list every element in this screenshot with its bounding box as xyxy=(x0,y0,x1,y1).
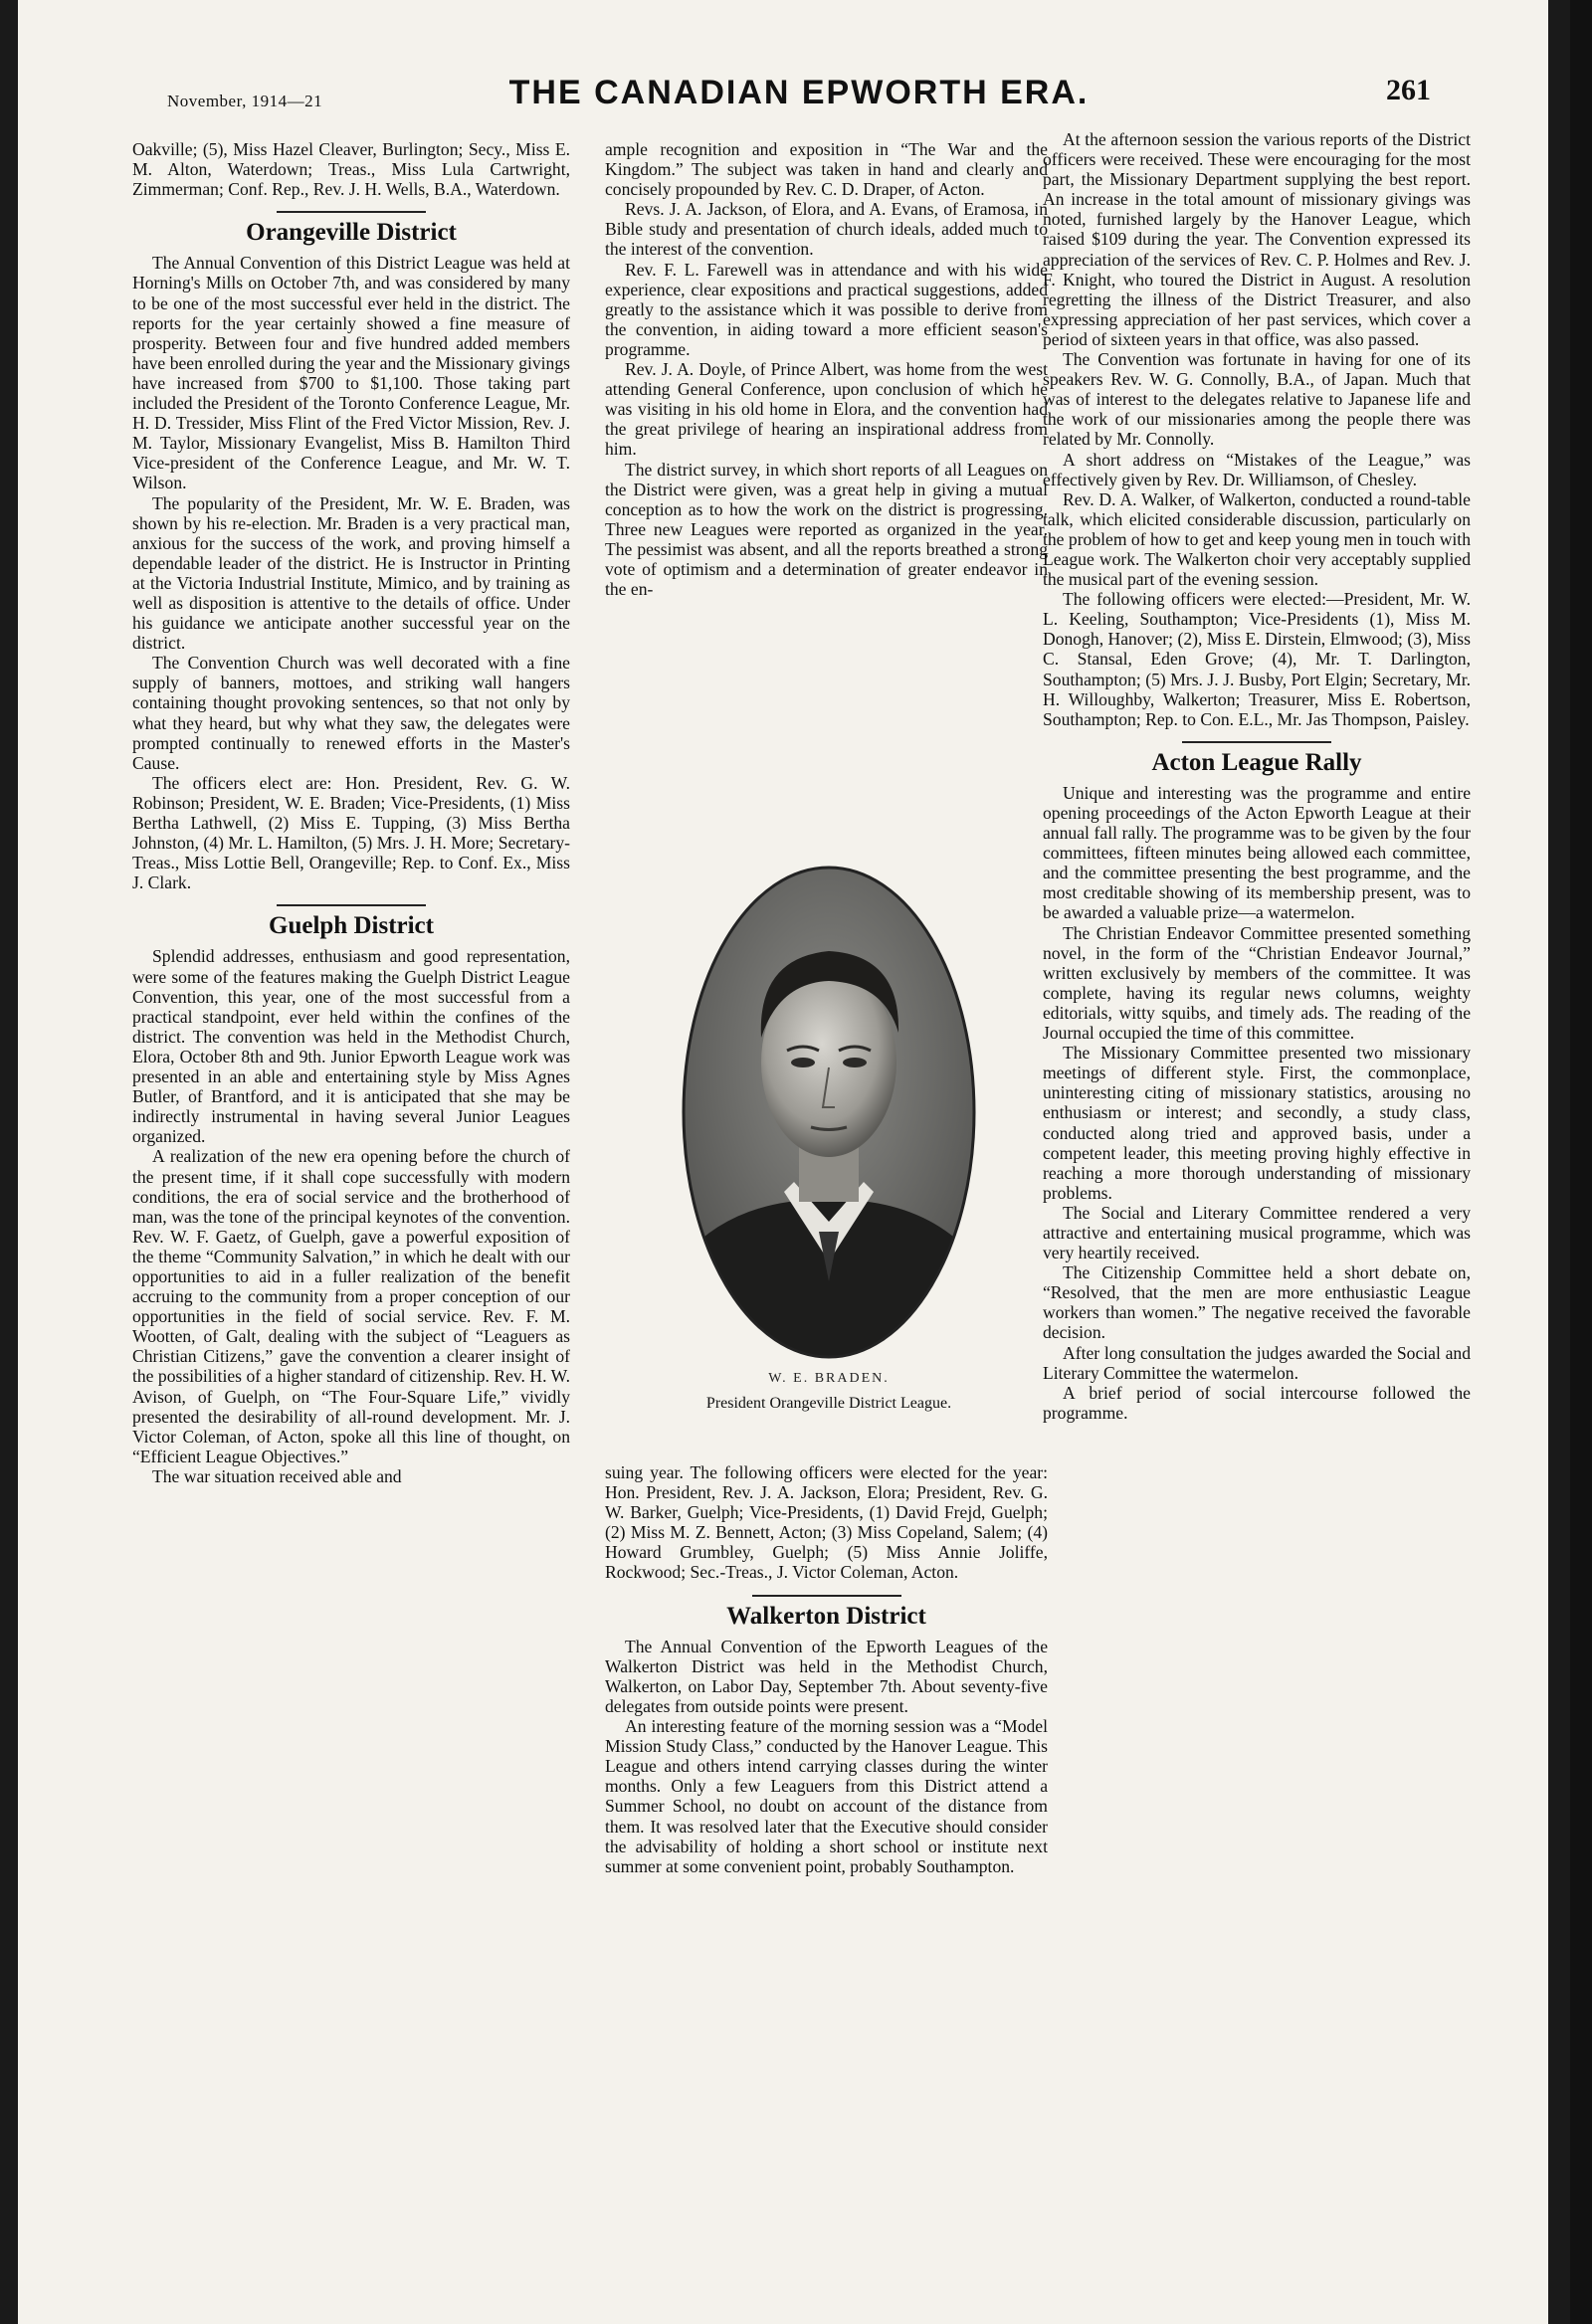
paragraph: The Convention Church was well decorated with a fine supply of banners, mottoes, and striking wall hangers containing thought provoking sentences, so that not only by what they heard, but why what they saw, the delegates were prompted continually to renewed efforts in the Master's Cause. xyxy=(132,653,570,773)
portrait-figure xyxy=(615,864,1043,1460)
column-2 xyxy=(605,139,1048,599)
divider xyxy=(752,1595,901,1597)
divider xyxy=(1182,741,1331,743)
paragraph: Rev. J. A. Doyle, of Prince Albert, was home from the west attending General Conference, upon conclusion of which he was visiting in his old home in Elora, and the convention had the great privilege of hearing an inspirational address from him. xyxy=(605,359,1048,460)
paragraph: The Social and Literary Committee rendered a very attractive and entertaining musical programme, which was very heartily received. xyxy=(1043,1202,1471,1263)
paragraph: suing year. The following officers were elected for the year: Hon. President, Rev. J. A. Jackson, Elora; President, Rev. G. W. Barker, Guelph; Vice-Presidents, (1) David Frejd, Guelph; (2) Miss M. Z. Bennett, Acton; (3) Miss Copeland, Salem; (4) Howard Grumbley, Guelph; (5) Miss Annie Joliffe, Rockwood; Sec.-Treas., J. Victor Coleman, Acton. xyxy=(605,1462,1048,1583)
paragraph: At the afternoon session the various reports of the District officers were received. These were encouraging for the most part, the Missionary Department supplying the best report. An increase in the total amount of missionary givings was noted, furnished largely by the Hanover League, which raised $109 during the year. The Convention expressed its appreciation of the services of Rev. C. P. Holmes and Rev. J. F. Knight, who toured the District in August. A resolution regretting the illness of the District Treasurer, and also expressing appreciation of her past services, which cover a period of sixteen years in that office, was also passed. xyxy=(1043,129,1471,349)
column-1 xyxy=(132,139,570,1486)
photo-caption-name: W. E. BRADEN. xyxy=(768,1371,890,1386)
paragraph: The popularity of the President, Mr. W. E. Braden, was shown by his re-election. Mr. Braden is a very practical man, anxious for the success of the work, and proving himself a dependable leader of the district. He is Instructor in Printing at the Victoria Industrial Institute, Mimico, and by training as well as disposition is attentive to the details of office. Under his guidance we anticipate another successful year on the district. xyxy=(132,492,570,654)
paragraph: The Annual Convention of the Epworth Leagues of the Walkerton District was held in the Methodist Church, Walkerton, on Labor Day, September 7th. About seventy-five delegates from outside points were present. xyxy=(605,1636,1048,1716)
section-heading-guelph: Guelph District xyxy=(269,912,434,940)
paragraph: The officers elect are: Hon. President, Rev. G. W. Robinson; President, W. E. Braden; Vice-Presidents, (1) Miss Bertha Lathwell, (2) Miss E. Tupping, (3) Miss Bertha Johnston, (4) Mr. L. Hamilton, (5) Mrs. J. H. More; Secretary-Treas., Miss Lottie Bell, Orangeville; Rep. to Conf. Ex., Miss J. Clark. xyxy=(132,772,570,893)
page-header xyxy=(167,74,1431,123)
paragraph: Splendid addresses, enthusiasm and good representation, were some of the features making the Guelph District League Convention, this year, one of the most successful from a practical standpoint, ever held within the confines of the district. The convention was held in the Methodist Church, Elora, October 8th and 9th. Junior Epworth League work was presented in an able and entertaining style by Miss Agnes Butler, of Brantford, and it is anticipated that she may be indirectly instrumental in having several Junior Leagues organized. xyxy=(132,946,570,1147)
paragraph: A short address on “Mistakes of the League,” was effectively given by Rev. Dr. Williamson, of Chesley. xyxy=(1043,449,1471,489)
paragraph: The Annual Convention of this District League was held at Horning's Mills on October 7th, and was considered by many to be one of the most successful ever held in the district. The reports for the year certainly showed a fine measure of prosperity. Between four and five hundred added members have been enrolled during the year and the Missionary givings have increased from $700 to $1,100. Those taking part included the President of the Toronto Conference League, Mr. H. D. Tressider, Miss Flint of the Fred Victor Mission, Rev. J. M. Taylor, Missionary Evangelist, Miss B. Hamilton Third Vice-president of the Conference League, and Mr. W. T. Wilson. xyxy=(132,253,570,493)
publication-title: THE CANADIAN EPWORTH ERA. xyxy=(508,74,1090,111)
paragraph: A brief period of social intercourse followed the programme. xyxy=(1043,1382,1471,1423)
scan-right-edge xyxy=(1548,0,1570,2324)
paragraph: Unique and interesting was the programme and entire opening proceedings of the Acton Epworth League at their annual fall rally. The programme was to be given by the four committees, fifteen minutes being allowed each committee, and the committee presenting the best programme, and the most creditable showing of its membership present, was to be awarded a valuable prize—a watermelon. xyxy=(1043,782,1471,923)
scan-left-edge xyxy=(0,0,18,2324)
paragraph: Oakville; (5), Miss Hazel Cleaver, Burlington; Secy., Miss E. M. Alton, Waterdown; Treas., Miss Lula Cartwright, Zimmerman; Conf. Rep., Rev. J. H. Wells, B.A., Waterdown. xyxy=(132,139,570,200)
paragraph: An interesting feature of the morning session was a “Model Mission Study Class,” conducted by the Hanover League. This League and others intend carrying classes during the winter months. Only a few Leaguers from this District attend a Summer School, no doubt on account of the distance from them. It was resolved later that the Executive should consider the advisability of holding a short school or institute next summer at some convenient point, probably Southampton. xyxy=(605,1716,1048,1876)
issue-date: November, 1914—21 xyxy=(167,92,323,110)
paragraph: Rev. D. A. Walker, of Walkerton, conducted a round-table talk, which elicited considerable discussion, particularly on the problem of how to get and keep young men in touch with League work. The Walkerton choir very acceptably supplied the musical part of the evening session. xyxy=(1043,488,1471,590)
column-3 xyxy=(1043,129,1471,1423)
paragraph: A realization of the new era opening before the church of the present time, if it shall cope successfully with modern conditions, the era of social service and the brotherhood of man, was the tone of the principal keynotes of the convention. Rev. W. F. Gaetz, of Guelph, gave a powerful exposition of the theme “Community Salvation,” in which he dealt with our opportunities to aid in a fuller realization of the benefit accruing to the community from a proper conception of our opportunities in the field of social service. Rev. F. M. Wootten, of Galt, dealing with the subject of “Leaguers as Christian Citizens,” gave the convention a clearer insight of the possibilities of a higher standard of citizenship. Rev. H. W. Avison, of Guelph, on “The Four-Square Life,” vividly presented the desirability of all-round development. Mr. J. Victor Coleman, of Acton, spoke all this line of thought, on “Efficient League Objectives.” xyxy=(132,1146,570,1466)
divider xyxy=(277,904,426,906)
paragraph: The war situation received able and xyxy=(152,1465,402,1486)
paragraph: After long consultation the judges awarded the Social and Literary Committee the watermelon. xyxy=(1043,1342,1471,1383)
paragraph: ample recognition and exposition in “The War and the Kingdom.” The subject was taken in hand and clearly and concisely propounded by Rev. C. D. Draper, of Acton. xyxy=(605,139,1048,200)
portrait-image xyxy=(680,864,978,1361)
magazine-page xyxy=(18,0,1570,2324)
divider xyxy=(277,211,426,213)
portrait-photo xyxy=(680,864,978,1361)
section-heading-orangeville: Orangeville District xyxy=(246,219,457,247)
section-heading-walkerton: Walkerton District xyxy=(726,1602,926,1630)
column-2-continued xyxy=(605,1462,1048,1876)
paragraph: Revs. J. A. Jackson, of Elora, and A. Evans, of Eramosa, in Bible study and presentation of church ideals, added much to the interest of the convention. xyxy=(605,199,1048,260)
paragraph: The Christian Endeavor Committee presented something novel, in the form of the “Christian Endeavor Journal,” written exclusively by members of the committee. It was complete, having its regular news columns, weighty editorials, witty squibs, and timely ads. The reading of the Journal occupied the time of this committee. xyxy=(1043,922,1471,1044)
paragraph: The Citizenship Committee held a short debate on, “Resolved, that the men are more enthusiastic League workers than women.” The negative received the favorable decision. xyxy=(1043,1262,1471,1343)
paragraph: The Convention was fortunate in having for one of its speakers Rev. W. G. Connolly, B.A., of Japan. Much that was of interest to the delegates relative to Japanese life and the work of our missionaries among the people there was related by Mr. Connolly. xyxy=(1043,349,1471,450)
section-heading-acton: Acton League Rally xyxy=(1151,748,1362,776)
photo-caption-title: President Orangeville District League. xyxy=(705,1395,952,1412)
paragraph: The Missionary Committee presented two missionary meetings of different style. First, the commonplace, uninteresting citing of missionary statistics, arousing no enthusiasm or interest; and secondly, a study class, conducted along tried and approved basis, under a competent leader, this meeting proving highly effective in reaching a more thorough understanding of missionary problems. xyxy=(1043,1043,1471,1203)
paragraph: The following officers were elected:—President, Mr. W. L. Keeling, Southampton; Vice-Presidents (1), Miss M. Donogh, Hanover; (2), Miss E. Dirstein, Elmwood; (3), Miss C. Stansal, Eden Grove; (4), Mr. T. Darlington, Southampton; (5) Mrs. J. J. Busby, Port Elgin; Secretary, Mr. H. Willoughby, Walkerton; Treasurer, Miss E. Robertson, Southampton; Rep. to Con. E.L., Mr. Jas Thompson, Paisley. xyxy=(1043,589,1471,729)
paragraph: The district survey, in which short reports of all Leagues on the District were given, was a great help in giving a mutual conception as to how the work on the district is progressing. Three new Leagues were reported as organized in the year. The pessimist was absent, and all the reports breathed a strong vote of optimism and a determination of greater endeavor in the en- xyxy=(605,459,1048,600)
paragraph: Rev. F. L. Farewell was in attendance and with his wide experience, clear expositions and practical suggestions, added greatly to the assistance which it was possible to derive from the convention, in aiding toward a more efficient season's programme. xyxy=(605,259,1048,359)
page-number: 261 xyxy=(1386,74,1431,106)
